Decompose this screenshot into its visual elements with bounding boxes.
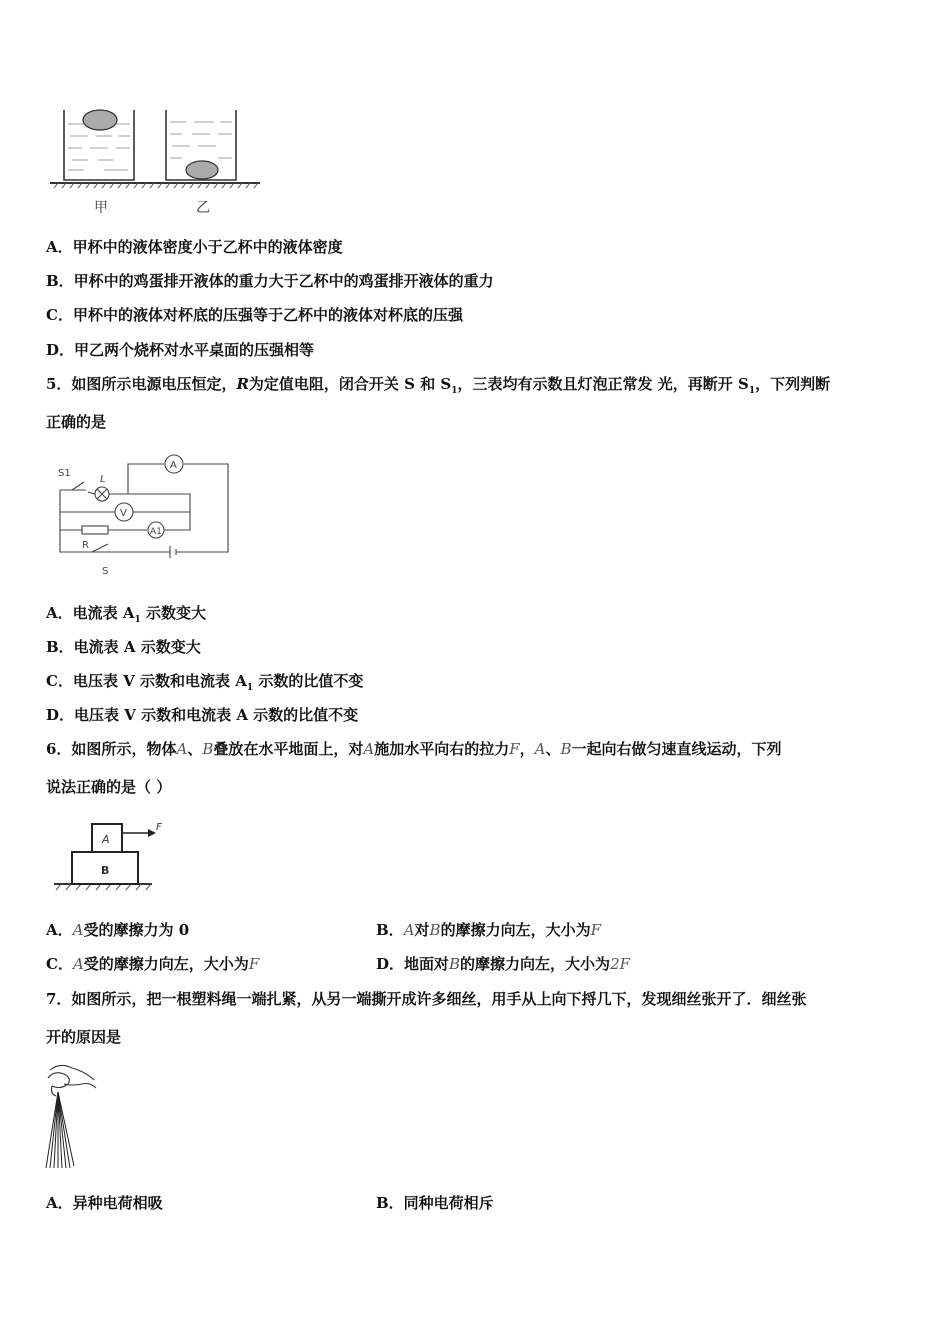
q6-option-b	[376, 919, 601, 940]
q5-a-text: A．电流表 A	[46, 604, 135, 622]
q5-sub: 1	[451, 386, 458, 396]
q6-stem-part: 、	[545, 740, 561, 758]
q6-d-var: B	[449, 955, 461, 973]
q7-stem: 7．如图所示，把一根塑料绳一端扎紧，从另一端撕开成许多细丝，用手从上向下捋几下，发现细丝张开了．细丝张	[46, 990, 807, 1008]
blocks-drawing	[52, 818, 162, 894]
q6-var: B	[560, 740, 572, 758]
q4-option-d: D．甲乙两个烧杯对水平桌面的压强相等	[46, 341, 315, 359]
q6-c-var: F	[248, 955, 260, 973]
q5-c-sub: 1	[246, 683, 254, 693]
q6-option-a	[46, 919, 189, 940]
circuit-label-a1: A1	[150, 527, 162, 537]
q6-var: A	[176, 740, 188, 758]
q6-option-c	[46, 953, 259, 974]
q5-stem-line2: 正确的是	[46, 413, 107, 431]
q6-stem-part: 一起向右做匀速直线运动，下列	[571, 740, 782, 758]
q6-b-text: 对	[414, 921, 430, 939]
q5-stem-part: 5．如图所示电源电压恒定，	[46, 375, 237, 393]
block-label-force: F	[156, 822, 162, 833]
q5-c-text: C．电压表 V 示数和电流表 A	[46, 672, 247, 690]
q5-stem-part: 为定值电阻，闭合开关 S 和 S	[248, 375, 452, 393]
q6-b-var: B	[429, 921, 441, 939]
q6-option-d	[376, 953, 630, 974]
q4-option-c: C．甲杯中的液体对杯底的压强等于乙杯中的液体对杯底的压强	[46, 306, 463, 324]
q5-option-b: B．电流表 A 示数变大	[46, 638, 201, 656]
q7-option-a: A．异种电荷相吸	[46, 1194, 163, 1212]
q6-stem	[46, 738, 782, 759]
q4-option-a: A．甲杯中的液体密度小于乙杯中的液体密度	[46, 238, 343, 256]
q5-option-c	[46, 670, 363, 693]
beaker-label-right: 乙	[196, 200, 210, 216]
q6-d-text: 的摩擦力向左，大小为	[460, 955, 611, 973]
circuit-figure	[52, 452, 242, 582]
q6-b-var: A	[403, 921, 415, 939]
q6-stem-part: ，	[519, 740, 535, 758]
beaker-label-left: 甲	[94, 200, 108, 216]
q5-a-text: 示数变大	[140, 604, 206, 622]
strands-figure	[42, 1060, 106, 1172]
q5-c-text: 示数的比值不变	[253, 672, 364, 690]
q5-option-d: D．电压表 V 示数和电流表 A 示数的比值不变	[46, 706, 359, 724]
q6-stem-part: 施加水平向右的拉力	[374, 740, 510, 758]
beakers-drawing	[48, 100, 268, 220]
q5-option-a	[46, 602, 206, 625]
q6-d-text: D．地面对	[376, 955, 450, 973]
q6-a-var: A	[72, 921, 84, 939]
q5-stem-part: ，三表均有示数且灯泡正常发 光，再断开 S	[457, 375, 749, 393]
q6-d-var: 2F	[610, 955, 631, 973]
circuit-label-a: A	[170, 460, 177, 471]
q6-c-text: C．	[46, 955, 73, 973]
q5-a-sub: 1	[134, 615, 141, 625]
q7-stem-line2: 开的原因是	[46, 1028, 122, 1046]
q6-a-text: 受的摩擦力为 0	[83, 921, 190, 939]
q6-b-text: 的摩擦力向左，大小为	[440, 921, 591, 939]
q6-stem-line2: 说法正确的是（ ）	[46, 778, 172, 796]
block-label-bottom: B	[101, 864, 110, 877]
q6-c-var: A	[72, 955, 84, 973]
beakers-figure	[48, 100, 268, 220]
q5-sub: 1	[748, 386, 756, 396]
q6-stem-part: 、	[187, 740, 203, 758]
q7-option-b: B．同种电荷相斥	[376, 1194, 494, 1212]
q6-b-var: F	[590, 921, 602, 939]
circuit-label-s1: S1	[58, 468, 71, 479]
q6-var: B	[202, 740, 214, 758]
blocks-figure	[52, 818, 162, 894]
q5-var-r: R	[236, 375, 249, 393]
circuit-drawing	[52, 452, 242, 582]
q5-stem-part: ，下列判断	[755, 375, 831, 393]
q4-option-b: B．甲杯中的鸡蛋排开液体的重力大于乙杯中的鸡蛋排开液体的重力	[46, 272, 494, 290]
strands-drawing	[42, 1060, 106, 1172]
q6-var: F	[509, 740, 520, 758]
circuit-label-l: L	[100, 474, 106, 485]
q5-stem	[46, 373, 830, 396]
q6-stem-part: 6．如图所示，物体	[46, 740, 177, 758]
q6-stem-part: 叠放在水平地面上，对	[213, 740, 364, 758]
q6-var: A	[363, 740, 375, 758]
q6-a-text: A．	[46, 921, 73, 939]
q6-c-text: 受的摩擦力向左，大小为	[83, 955, 249, 973]
block-label-top: A	[102, 833, 110, 846]
circuit-label-r: R	[82, 540, 89, 551]
q6-b-text: B．	[376, 921, 404, 939]
q6-var: A	[534, 740, 546, 758]
circuit-label-v: V	[120, 508, 127, 519]
circuit-label-s: S	[102, 566, 109, 577]
